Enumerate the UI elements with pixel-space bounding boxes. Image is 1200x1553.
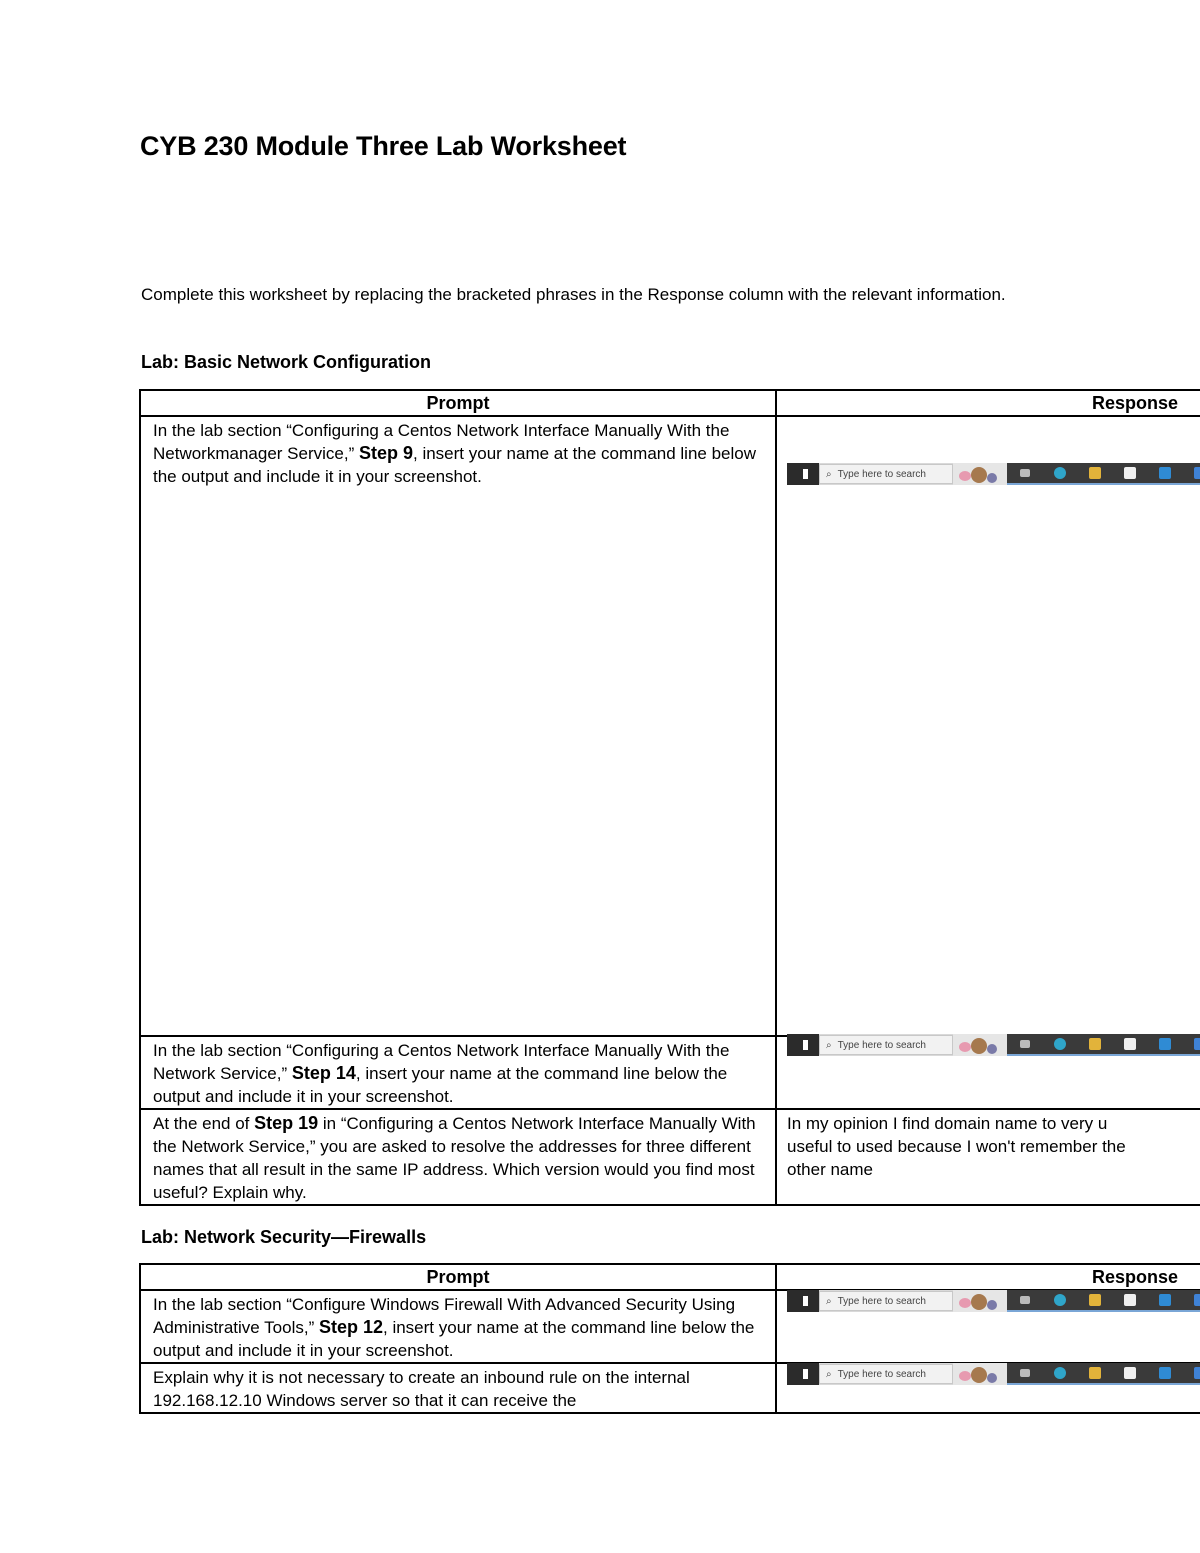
prompt-cell (140, 1363, 776, 1413)
windows-start-icon (787, 463, 819, 485)
table-row (140, 1290, 1200, 1363)
table-header-row (140, 1264, 1200, 1290)
table-row (140, 416, 1200, 1036)
store-icon (1112, 1363, 1147, 1385)
screenshot-taskbar (787, 1363, 1200, 1385)
table-row (140, 1109, 1200, 1205)
app-icon (1182, 1363, 1200, 1385)
step-label: Step 14 (291, 1063, 356, 1083)
prompt-cell (140, 416, 776, 1036)
mail-icon (1147, 1034, 1182, 1056)
mail-icon (1147, 1363, 1182, 1385)
file-explorer-icon (1077, 1363, 1112, 1385)
step-label: Step 19 (254, 1113, 319, 1133)
prompt-text: , insert your name at the command line below the output and include it in your screenshot. (153, 1064, 728, 1106)
task-view-icon (1007, 1034, 1042, 1056)
prompt-text: In the lab section “Configure Windows Firewall With Advanced Security Using Administrative Tools,” (153, 1295, 736, 1337)
taskbar-art-icon (953, 463, 1007, 485)
prompt-text: In the lab section “Configuring a Centos Network Interface Manually With the Networkmanager Service,” (153, 421, 730, 463)
store-icon (1112, 1290, 1147, 1312)
prompt-text: , insert your name at the command line below the output and include it in your screenshot. (153, 444, 757, 486)
edge-icon (1042, 1034, 1077, 1056)
search-icon: ⌕ (826, 1295, 832, 1307)
intro-paragraph: Complete this worksheet by replacing the bracketed phrases in the Response column with the relevant information. (141, 285, 1006, 304)
taskbar-art-icon (953, 1290, 1007, 1312)
basic-network-table (139, 389, 1200, 1206)
prompt-cell (140, 1036, 776, 1109)
app-icon (1182, 463, 1200, 485)
prompt-text: Explain why it is not necessary to create an inbound rule on the internal 192.168.12.10 Windows server so that it can receive the (153, 1368, 690, 1410)
screenshot-taskbar (787, 1034, 1200, 1056)
file-explorer-icon (1077, 1034, 1112, 1056)
search-icon: ⌕ (826, 468, 832, 480)
edge-icon (1042, 1363, 1077, 1385)
search-box (819, 1035, 953, 1055)
document-title: CYB 230 Module Three Lab Worksheet (140, 131, 627, 161)
response-column-header: Response (776, 1264, 1200, 1290)
screenshot-taskbar (787, 463, 1200, 485)
task-view-icon (1007, 1290, 1042, 1312)
prompt-text: in “Configuring a Centos Network Interface Manually With the Network Service,” you are asked to resolve the addresses for three different names that all result in the same IP address. Which version would you find most useful? Explain why. (153, 1114, 756, 1202)
search-placeholder: Type here to search (837, 468, 926, 480)
app-icon (1182, 1034, 1200, 1056)
step-label: Step 12 (318, 1317, 383, 1337)
section-heading-basic-network: Lab: Basic Network Configuration (141, 352, 432, 372)
prompt-text: , insert your name at the command line below the output and include it in your screenshot. (153, 1318, 755, 1360)
windows-start-icon (787, 1034, 819, 1056)
response-cell (776, 1290, 1200, 1363)
edge-icon (1042, 1290, 1077, 1312)
taskbar-art-icon (953, 1363, 1007, 1385)
prompt-column-header: Prompt (140, 1264, 776, 1290)
search-placeholder: Type here to search (837, 1295, 926, 1307)
response-cell (776, 416, 1200, 1036)
step-label: Step 9 (358, 443, 413, 463)
prompt-column-header: Prompt (140, 390, 776, 416)
table-header-row (140, 390, 1200, 416)
windows-start-icon (787, 1290, 819, 1312)
table-row (140, 1363, 1200, 1413)
firewalls-table (139, 1263, 1200, 1414)
search-icon: ⌕ (826, 1039, 832, 1051)
table-row (140, 1036, 1200, 1109)
search-box (819, 1291, 953, 1311)
search-box (819, 464, 953, 484)
prompt-cell (140, 1290, 776, 1363)
store-icon (1112, 1034, 1147, 1056)
task-view-icon (1007, 463, 1042, 485)
screenshot-taskbar (787, 1290, 1200, 1312)
response-cell (776, 1036, 1200, 1109)
store-icon (1112, 463, 1147, 485)
app-icon (1182, 1290, 1200, 1312)
prompt-text: At the end of (153, 1114, 255, 1133)
search-box (819, 1364, 953, 1384)
response-cell (776, 1109, 1200, 1205)
file-explorer-icon (1077, 463, 1112, 485)
response-cell (776, 1363, 1200, 1413)
taskbar-art-icon (953, 1034, 1007, 1056)
prompt-cell (140, 1109, 776, 1205)
task-view-icon (1007, 1363, 1042, 1385)
response-column-header: Response (776, 390, 1200, 416)
mail-icon (1147, 1290, 1182, 1312)
search-placeholder: Type here to search (837, 1368, 926, 1380)
mail-icon (1147, 463, 1182, 485)
prompt-text: In the lab section “Configuring a Centos Network Interface Manually With the Network Service,” (153, 1041, 730, 1083)
edge-icon (1042, 463, 1077, 485)
search-placeholder: Type here to search (837, 1039, 926, 1051)
section-heading-firewalls: Lab: Network Security—Firewalls (141, 1227, 427, 1247)
search-icon: ⌕ (826, 1368, 832, 1380)
windows-start-icon (787, 1363, 819, 1385)
file-explorer-icon (1077, 1290, 1112, 1312)
response-text: In my opinion I find domain name to very u useful to used because I won't remember the other name (787, 1114, 1126, 1179)
